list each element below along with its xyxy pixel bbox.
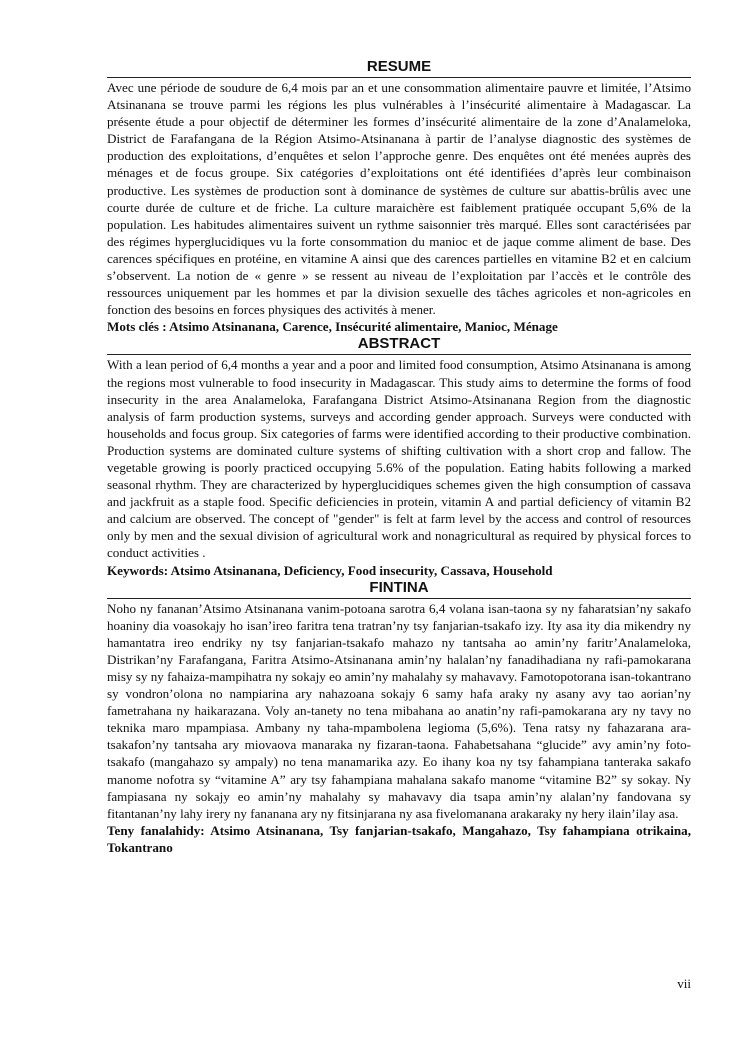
summary-page	[107, 58, 691, 856]
fintina-body: Noho ny fananan’Atsimo Atsinanana vanim-potoana sarotra 6,4 volana isan-taona sy ny faharatsian’ny sakafo hoaniny dia voasokajy ho isan’ireo faritra tena tratran’ny tsy fanjarian-tsakafo izy. Ity asa ity dia mikendry ny hamantatra ireo endriky ny tsy fanjarian-tsakafo mahazo ny tantsaha ao amin’ny faritr’Analameloka, Distrikan’ny Farafangana, Faritra Atsimo-Atsinanana amin’ny halalan’ny fanadihadiana ny rafi-pamokarana misy sy ny fahaiza-mampihatra ny sokajy eo amin’ny mahalahy sy mahavavy. Famotopotorana isan-tokantrano sy vondron’olona no nampiarina ary nahazoana sokajy 6 samy hafa araky ny asany avy tao aorian’ny fametrahana ny haikarazana. Voly an-tanety no tena mibahana ao anatin’ny rafi-pamokarana ary ny tavy no teknika maro mpampiasa. Ambany ny taha-mpambolena legioma (5,6%). Tena ratsy ny fahazarana ara-tsakafon’ny tantsaha ary miovaova manaraka ny fizaran-taona. Fahabetsahana “glucide” avy amin’ny foto-tsakafo (mangahazo sy ampaly) no tena manamarika azy. Eo ihany koa ny tsy fahampiana tanteraka sakafo manome nofotra sy “vitamine A” ary tsy fahampiana mahalana sakafo manome “vitamine B2” sy sokay. Ny fampiasana ny sokajy eo amin’ny mahalahy sy mahavavy dia tsapa amin’ny alalan’ny fandovana sy fitantanan’ny lahy irery ny fananana ary ny fitsinjarana ny asa fivelomanana arakaraky ny hery ilain’ilay asa.	[107, 600, 691, 821]
resume-keywords: Mots clés : Atsimo Atsinanana, Carence, Insécurité alimentaire, Manioc, Ménage	[107, 319, 558, 335]
fintina-section	[107, 579, 691, 856]
resume-heading: RESUME	[107, 58, 691, 78]
resume-body: Avec une période de soudure de 6,4 mois par an et une consommation alimentaire pauvre et limitée, l’Atsimo Atsinanana se trouve parmi les régions les plus vulnérables à l’insécurité alimentaire à Madagascar. La présente étude a pour objectif de déterminer les formes d’insécurité alimentaire de la zone d’Analameloka, District de Farafangana de la Région Atsimo-Atsinanana à partir de l’analyse diagnostic des systèmes de production des exploitations, d’enquêtes et selon l’approche genre. Des enquêtes ont été menées auprès des ménages et de focus groupe. Six catégories d’exploitations ont été identifiées d’après leur combinaison productive. Les systèmes de production sont à dominance de systèmes de culture sur abattis-brûlis avec une courte durée de culture et de friche. La culture maraichère est faiblement pratiquée occupant 5,6% de la population. Les habitudes alimentaires suivent un rythme saisonnier très marqué. Elles sont caractérisées par des régimes hyperglucidiques vu la forte consommation du manioc et de jaque comme aliment de base. Des carences spécifiques en protéine, en vitamine A ainsi que des carences partielles en vitamine B2 et en calcium s’observent. La notion de « genre » se ressent au niveau de l’exploitation par l’accès et le contrôle des ressources uniquement par les hommes et par la division sexuelle des tâches agricoles et non-agricoles en fonction des besoins en forces physiques des activités à mener.	[107, 80, 691, 318]
abstract-heading: ABSTRACT	[107, 335, 691, 355]
abstract-section	[107, 335, 691, 578]
resume-section	[107, 58, 691, 335]
abstract-body: With a lean period of 6,4 months a year and a poor and limited food consumption, Atsimo Atsinanana is among the regions most vulnerable to food insecurity in Madagascar. This study aims to determine the forms of food insecurity in the area Analameloka, Farafangana District Atsimo-Atsinanana Region from the diagnostic analysis of farm production systems, surveys and according gender approach. Surveys were conducted with households and focus group. Six categories of farms were identified according to their productive combination. Production systems are dominated culture systems of shifting cultivation with a short crop and fallow. The vegetable growing is poorly practiced occupying 5.6% of the population. Eating habits following a marked seasonal rhythm. They are characterized by hyperglucidiques schemes given the high consumption of cassava and jackfruit as a staple food. Specific deficiencies in protein, vitamin A and partial deficiency of vitamin B2 and calcium are observed. The concept of "gender" is felt at farm level by the access and control of resources only by men and the sexual division of agricultural work and nonagricultural as required by physical forces to conduct activities .	[107, 357, 691, 561]
page-number: vii	[677, 976, 691, 991]
abstract-keywords: Keywords: Atsimo Atsinanana, Deficiency, Food insecurity, Cassava, Household	[107, 562, 553, 578]
fintina-heading: FINTINA	[107, 579, 691, 599]
fintina-keywords: Teny fanalahidy: Atsimo Atsinanana, Tsy fanjarian-tsakafo, Mangahazo, Tsy fahampiana otrikaina, Tokantrano	[107, 822, 691, 855]
